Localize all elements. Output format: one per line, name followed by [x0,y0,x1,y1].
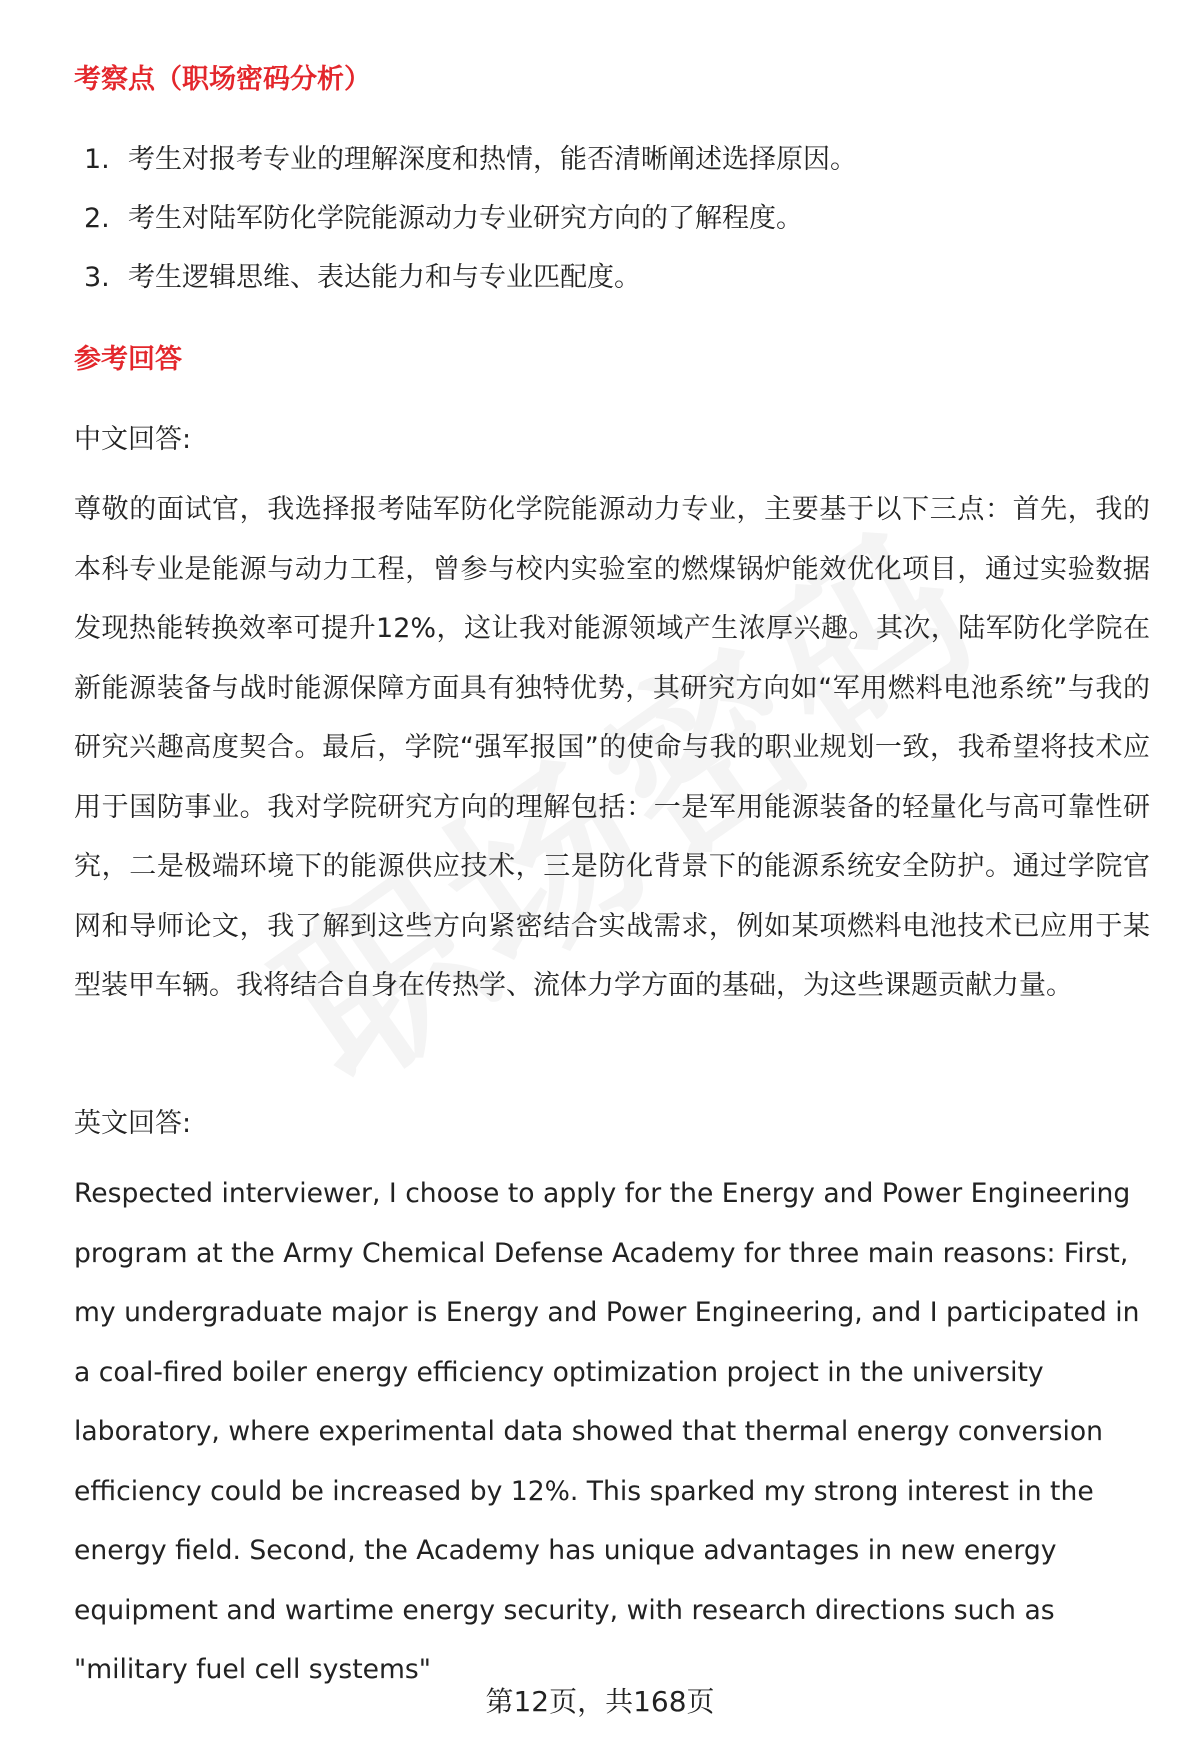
key-points-list [84,140,1144,317]
list-item [84,140,1144,199]
list-item-number: 3. [84,262,110,293]
list-item-text: 考生逻辑思维、表达能力和与专业匹配度。 [128,262,641,293]
list-item-number: 2. [84,203,110,234]
english-answer-label: 英文回答: [74,1108,192,1139]
english-answer-paragraph: Respected interviewer, I choose to apply for the Energy and Power Engineering program at the Army Chemical Defense Academy for three main reasons: First, my undergraduate major is Energy and Power Engineering, and I participated in a coal-fired boiler energy efficiency optimization project in the university laboratory, where experimental data showed that thermal energy conversion efficiency could be increased by 12%. This sparked my strong interest in the energy field. Second, the Academy has unique advantages in new energy equipment and wartime energy security, with research directions such as "military fuel cell systems" [74,1178,1140,1685]
list-item-text: 考生对报考专业的理解深度和热情，能否清晰阐述选择原因。 [128,144,857,175]
section-heading-key-points: 考察点（职场密码分析） [74,64,371,95]
list-item-text: 考生对陆军防化学院能源动力专业研究方向的了解程度。 [128,203,803,234]
list-item [84,258,1144,317]
chinese-answer-label: 中文回答: [74,424,192,455]
section-heading-reference-answer: 参考回答 [74,344,182,375]
list-item [84,199,1144,258]
page-number-footer: 第12页，共168页 [485,1685,715,1718]
chinese-answer-paragraph: 尊敬的面试官，我选择报考陆军防化学院能源动力专业，主要基于以下三点：首先，我的本科专业是能源与动力工程，曾参与校内实验室的燃煤锅炉能效优化项目，通过实验数据发现热能转换效率可提升12%，这让我对能源领域产生浓厚兴趣。其次，陆军防化学院在新能源装备与战时能源保障方面具有独特优势，其研究方向如“军用燃料电池系统”与我的研究兴趣高度契合。最后，学院“强军报国”的使命与我的职业规划一致，我希望将技术应用于国防事业。我对学院研究方向的理解包括：一是军用能源装备的轻量化与高可靠性研究，二是极端环境下的能源供应技术，三是防化背景下的能源系统安全防护。通过学院官网和导师论文，我了解到这些方向紧密结合实战需求，例如某项燃料电池技术已应用于某型装甲车辆。我将结合自身在传热学、流体力学方面的基础，为这些课题贡献力量。 [74,494,1150,1001]
list-item-number: 1. [84,144,110,175]
